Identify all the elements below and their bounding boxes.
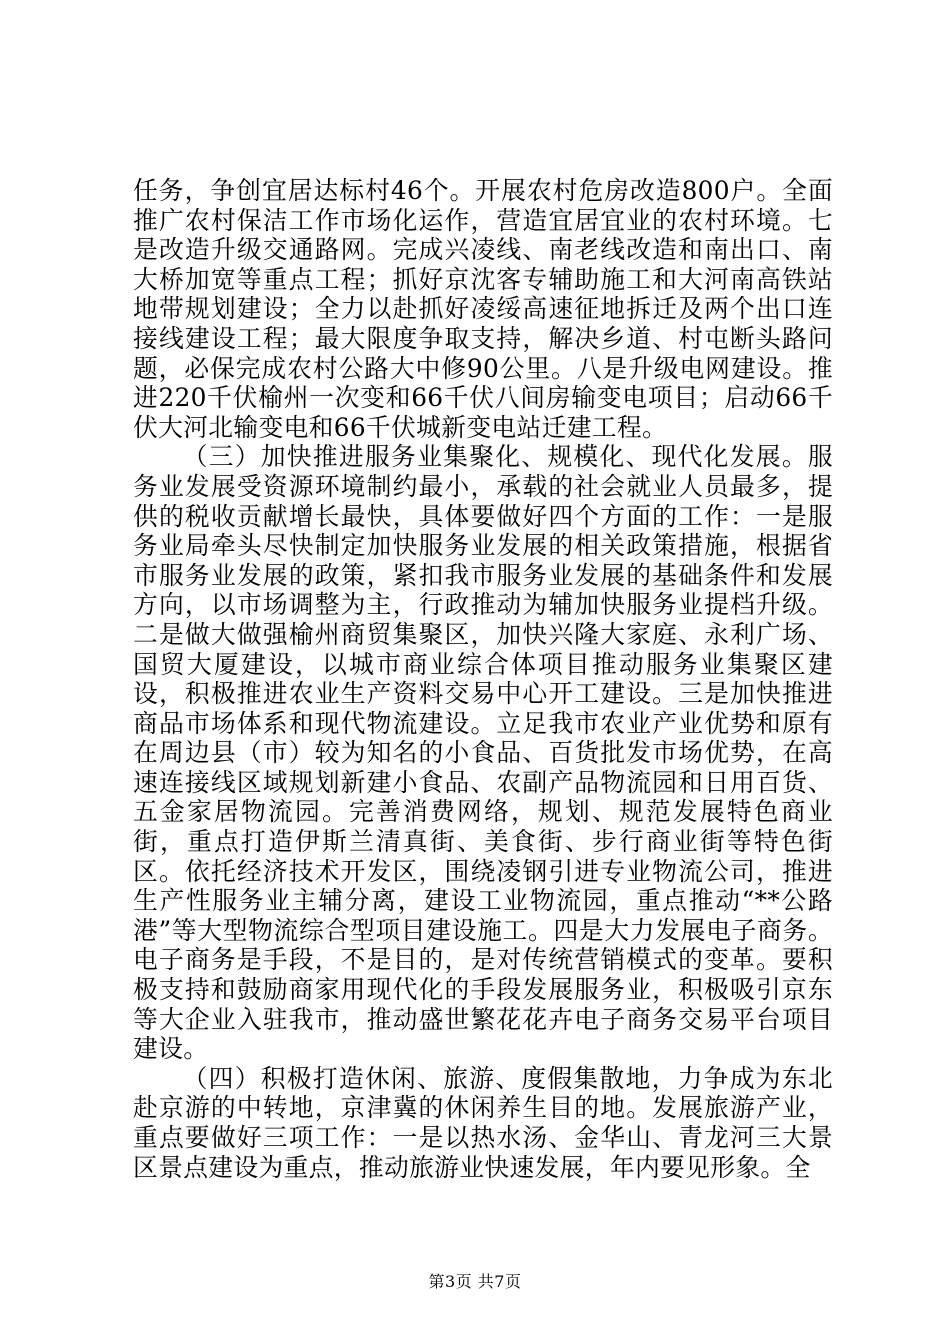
paragraph-section-four: （四）积极打造休闲、旅游、度假集散地，力争成为东北赴京游的中转地，京津冀的休闲养生目的地。发展旅游产业，重点要做好三项工作：一是以热水汤、金华山、青龙河三大景区景点建设为重点，推动旅游业快速发展，年内要见形象。全 [133,1063,833,1182]
document-body [133,176,833,1182]
page-number-footer: 第3页 共7页 [428,1272,522,1291]
paragraph-section-three: （三）加快推进服务业集聚化、规模化、现代化发展。服务业发展受资源环境制约最小，承载的社会就业人员最多，提供的税收贡献增长最快，具体要做好四个方面的工作：一是服务业局牵头尽快制定加快服务业发展的相关政策措施，根据省市服务业发展的政策，紧扣我市服务业发展的基础条件和发展方向，以市场调整为主，行政推动为辅加快服务业提档升级。二是做大做强榆州商贸集聚区，加快兴隆大家庭、永利广场、国贸大厦建设，以城市商业综合体项目推动服务业集聚区建设，积极推进农业生产资料交易中心开工建设。三是加快推进商品市场体系和现代物流建设。立足我市农业产业优势和原有在周边县（市）较为知名的小食品、百货批发市场优势，在高速连接线区域规划新建小食品、农副产品物流园和日用百货、五金家居物流园。完善消费网络，规划、规范发展特色商业街，重点打造伊斯兰清真街、美食街、步行商业街等特色街区。依托经济技术开发区，围绕凌钢引进专业物流公司，推进生产性服务业主辅分离，建设工业物流园，重点推动“**公路港”等大型物流综合型项目建设施工。四是大力发展电子商务。电子商务是手段，不是目的，是对传统营销模式的变革。要积极支持和鼓励商家用现代化的手段发展服务业，积极吸引京东等大企业入驻我市，推动盛世繁花花卉电子商务交易平台项目建设。 [133,442,833,1064]
paragraph-continued: 任务，争创宜居达标村46个。开展农村危房改造800户。全面推广农村保洁工作市场化运作，营造宜居宜业的农村环境。七是改造升级交通路网。完成兴凌线、南老线改造和南出口、南大桥加宽等重点工程；抓好京沈客专辅助施工和大河南高铁站地带规划建设；全力以赴抓好凌绥高速征地拆迁及两个出口连接线建设工程；最大限度争取支持，解决乡道、村屯断头路问题，必保完成农村公路大中修90公里。八是升级电网建设。推进220千伏榆州一次变和66千伏八间房输变电项目；启动66千伏大河北输变电和66千伏城新变电站迁建工程。 [133,176,833,442]
